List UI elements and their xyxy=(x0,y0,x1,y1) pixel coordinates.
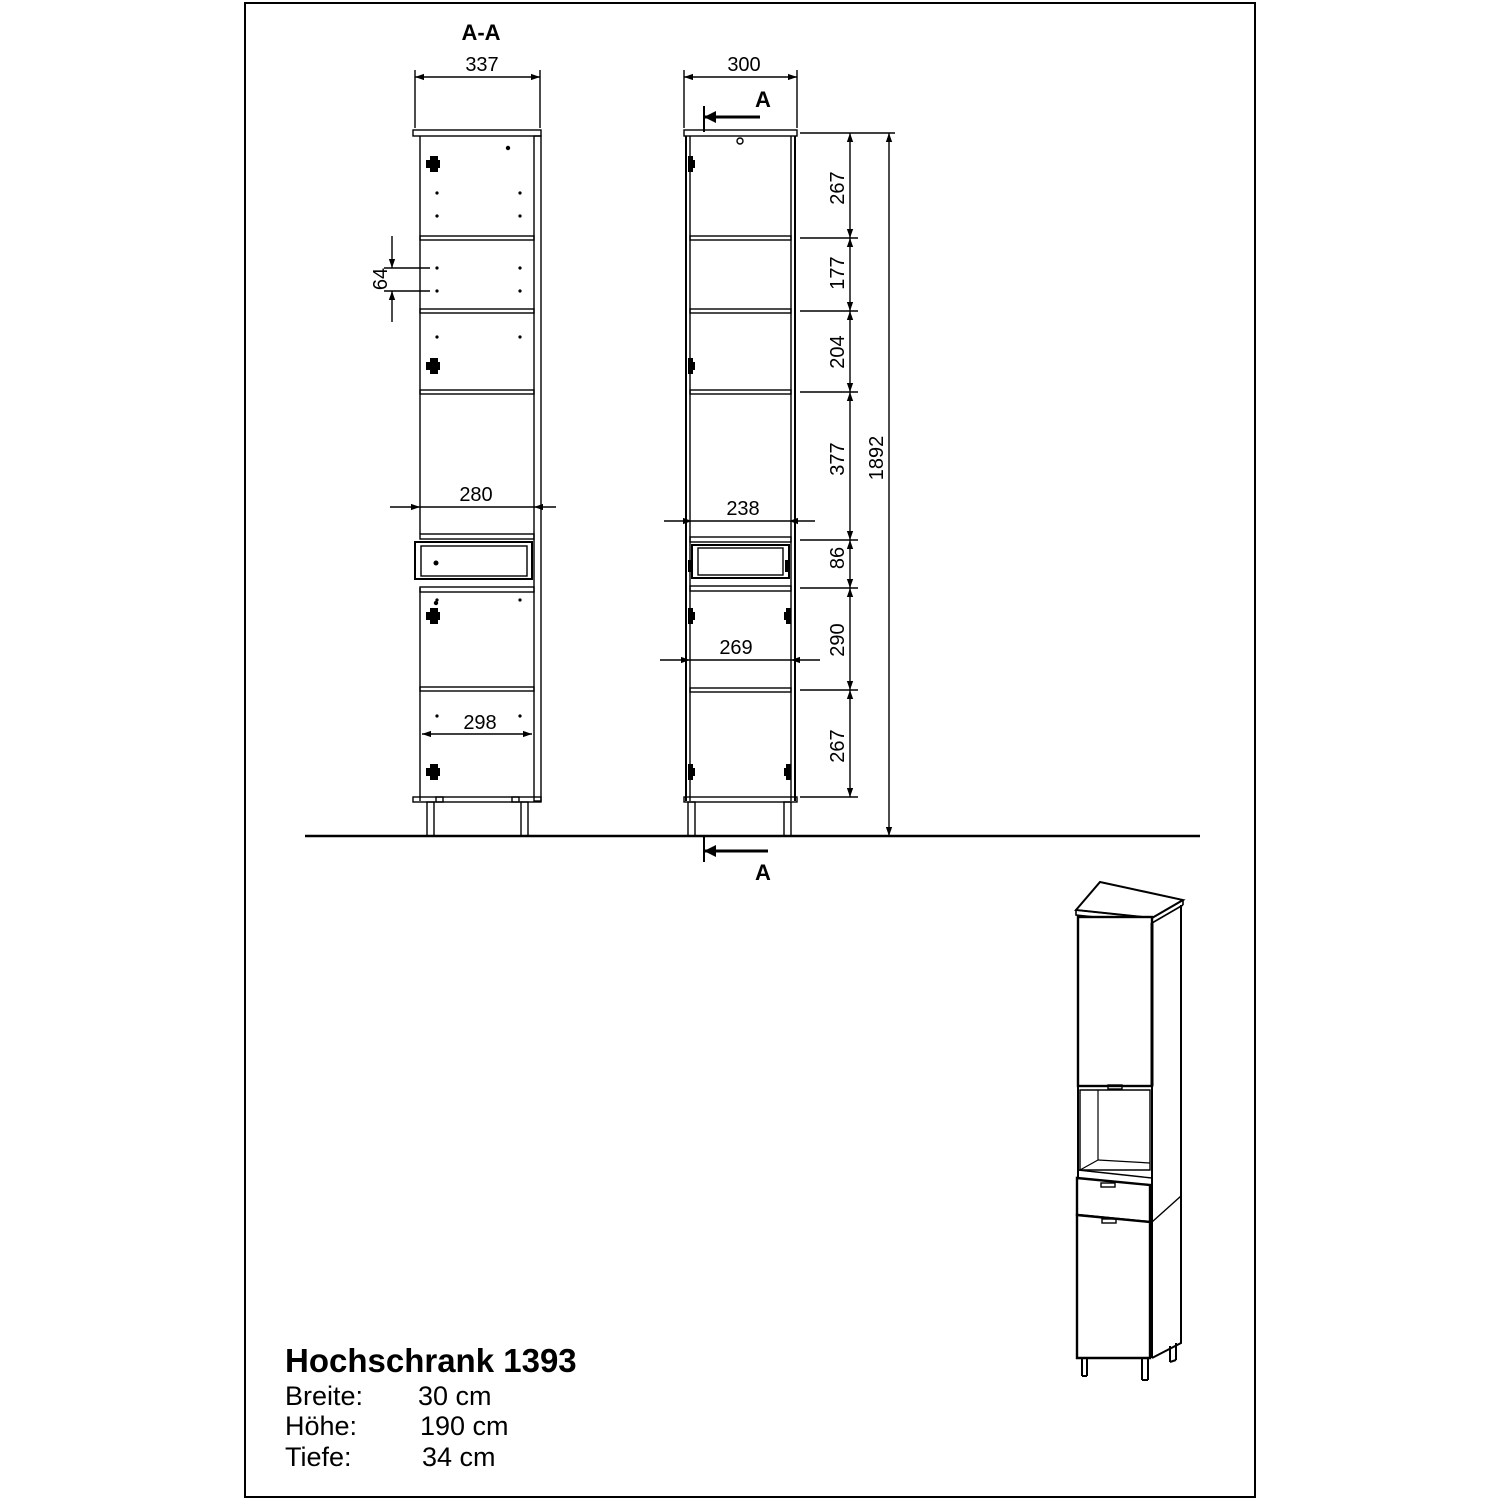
product-info xyxy=(285,1342,577,1472)
hinge-icon xyxy=(426,764,440,780)
front-view xyxy=(660,54,820,885)
dim-inner-depth: 298 xyxy=(463,712,497,734)
spec-label-height: Höhe: xyxy=(285,1411,358,1441)
section-marker-bottom: A xyxy=(755,860,771,885)
section-view xyxy=(370,20,556,836)
spec-label-width: Breite: xyxy=(285,1381,364,1411)
hinge-icon xyxy=(426,608,440,624)
hinge-icon xyxy=(426,358,440,374)
dim-compartment-6: 290 xyxy=(827,623,849,657)
spec-value-height: 190 cm xyxy=(420,1411,509,1441)
spec-value-width: 30 cm xyxy=(418,1381,492,1411)
cabinet-perspective xyxy=(1076,882,1183,1380)
dim-compartment-3: 204 xyxy=(827,335,849,369)
product-title: Hochschrank 1393 xyxy=(285,1342,577,1379)
spec-value-depth: 34 cm xyxy=(422,1442,496,1472)
dim-compartment-7: 267 xyxy=(827,729,849,763)
section-marker-top: A xyxy=(755,87,771,112)
dim-total-height: 1892 xyxy=(866,435,888,481)
dim-inner-width: 280 xyxy=(459,484,493,506)
height-dimensions xyxy=(800,133,895,836)
dim-compartment-1: 267 xyxy=(827,171,849,205)
spec-label-depth: Tiefe: xyxy=(285,1442,352,1472)
dim-drawer-width: 238 xyxy=(726,498,760,520)
dim-hole-spacing: 64 xyxy=(370,267,392,291)
dim-compartment-5: 86 xyxy=(827,546,849,570)
dim-section-width: 337 xyxy=(465,54,499,76)
dim-compartment-4: 377 xyxy=(827,442,849,476)
dim-front-width: 300 xyxy=(727,54,761,76)
hinge-icon xyxy=(426,156,440,172)
dim-door-width: 269 xyxy=(719,637,753,659)
dim-compartment-2: 177 xyxy=(827,256,849,290)
section-label: A-A xyxy=(461,20,501,45)
